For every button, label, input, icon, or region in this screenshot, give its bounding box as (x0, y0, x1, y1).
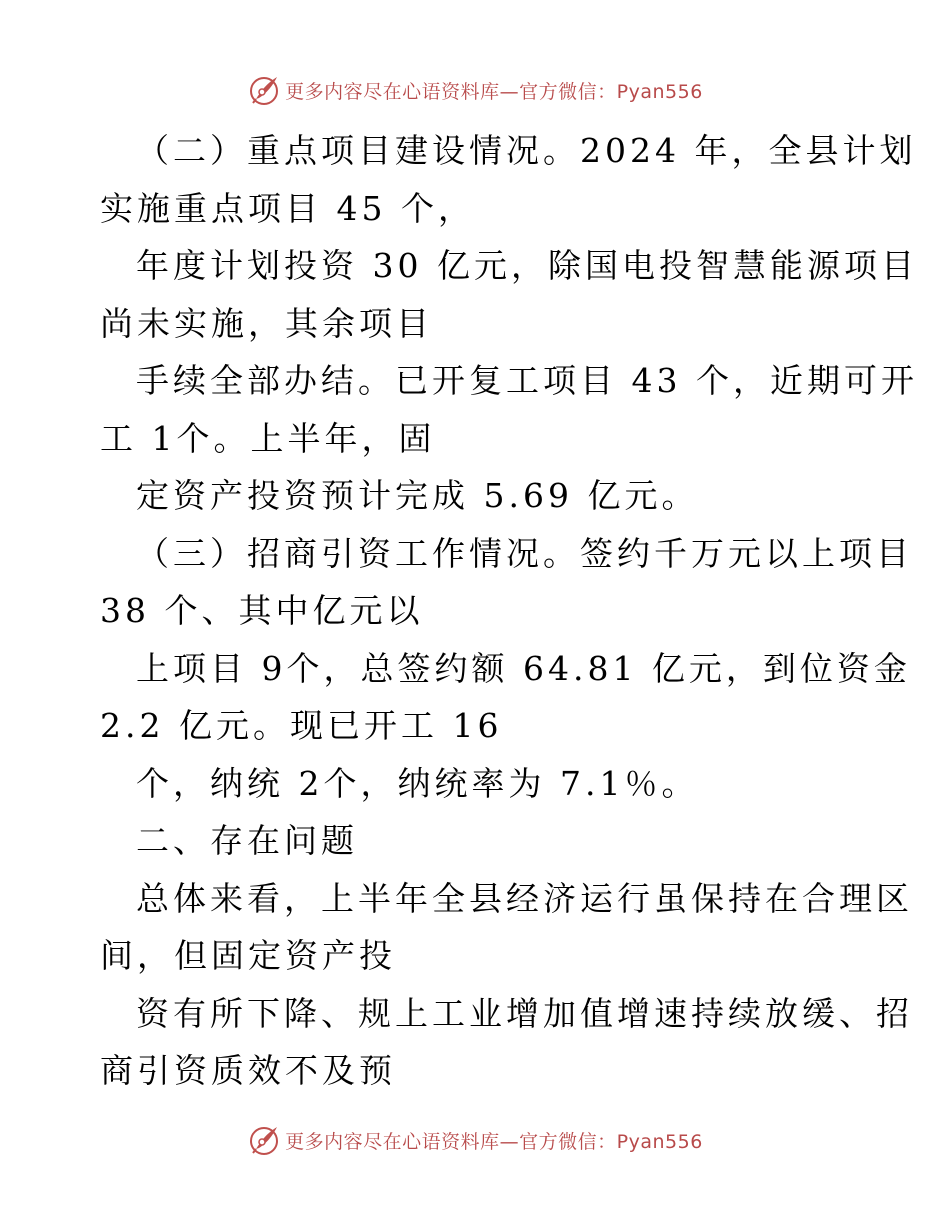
paragraph-line: 工 1个。上半年，固 (100, 418, 436, 458)
feather-pen-logo-icon (247, 73, 281, 107)
paragraph-line: 2.2 亿元。现已开工 16 (100, 706, 503, 745)
watermark-footer (0, 1120, 950, 1160)
paragraph-line: 实施重点项目 45 个， (100, 188, 475, 228)
paragraph-line: 间，但固定资产投 (100, 936, 396, 975)
paragraph-line: 资有所下降、规上工业增加值增速持续放缓、招 (136, 993, 913, 1033)
watermark-text: 更多内容尽在心语资料库—官方微信：Pyan556 (285, 1130, 703, 1153)
paragraph-line: 总体来看，上半年全县经济运行虽保持在合理区 (136, 878, 913, 918)
section-heading: 二、存在问题 (136, 821, 358, 860)
paragraph-line: 上项目 9个，总签约额 64.81 亿元，到位资金 (136, 648, 911, 688)
paragraph-line: 38 个、其中亿元以 (100, 591, 424, 630)
document-body (100, 122, 918, 1100)
paragraph-line: 定资产投资预计完成 5.69 亿元。 (136, 476, 699, 515)
paragraph-line: 年度计划投资 30 亿元，除国电投智慧能源项目 (136, 246, 918, 285)
watermark-text: 更多内容尽在心语资料库—官方微信：Pyan556 (285, 80, 703, 103)
paragraph-line: 商引资质效不及预 (100, 1051, 396, 1090)
feather-pen-logo-icon (247, 1123, 281, 1157)
paragraph-line: 个，纳统 2个，纳统率为 7.1％。 (136, 763, 699, 803)
paragraph-line: （三）招商引资工作情况。签约千万元以上项目 (136, 533, 913, 573)
paragraph-line: 手续全部办结。已开复工项目 43 个，近期可开 (136, 361, 918, 400)
watermark-header (0, 70, 950, 110)
paragraph-line: （二）重点项目建设情况。2024 年，全县计划 (136, 131, 917, 170)
paragraph-line: 尚未实施，其余项目 (100, 303, 433, 343)
